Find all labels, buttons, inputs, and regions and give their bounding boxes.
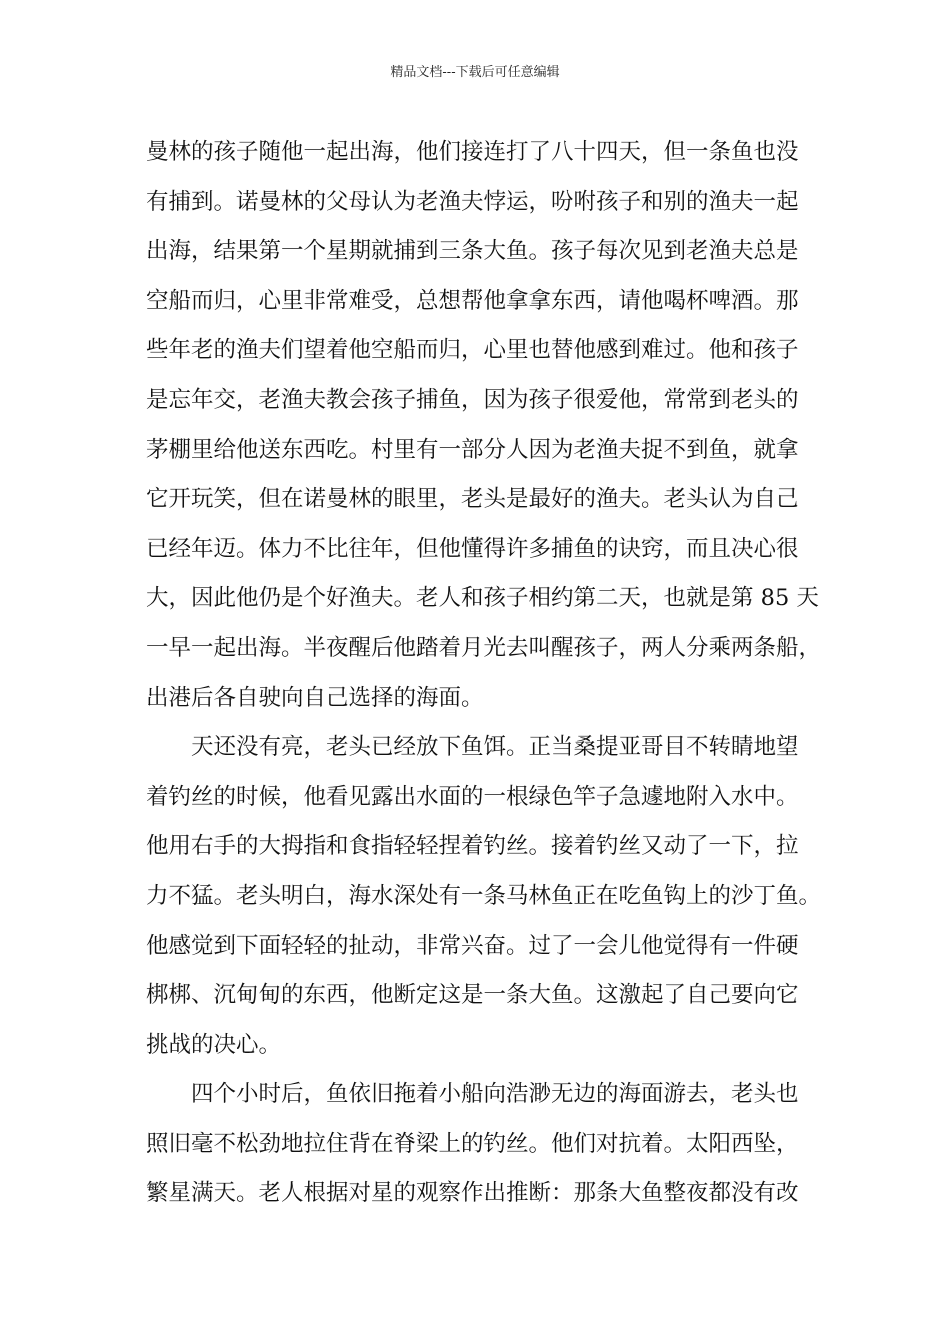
text-line: 出海，结果第一个星期就捕到三条大鱼。孩子每次见到老渔夫总是 bbox=[146, 238, 799, 265]
text-line: 它开玩笑，但在诺曼林的眼里，老头是最好的渔夫。老头认为自己 bbox=[146, 486, 799, 513]
text-line: 挑战的决心。 bbox=[146, 1031, 282, 1058]
page-header: 精品文档---下载后可任意编辑 bbox=[390, 65, 560, 80]
text-line: 已经年迈。体力不比往年，但他懂得许多捕鱼的诀窍，而且决心很 bbox=[146, 535, 799, 562]
text-line: 是忘年交，老渔夫教会孩子捕鱼，因为孩子很爱他，常常到老头的 bbox=[146, 386, 799, 413]
text-line: 些年老的渔夫们望着他空船而归，心里也替他感到难过。他和孩子 bbox=[146, 337, 799, 364]
text-line: 曼林的孩子随他一起出海，他们接连打了八十四天，但一条鱼也没 bbox=[146, 139, 799, 165]
body-text bbox=[146, 128, 822, 1219]
paragraph-3 bbox=[146, 1070, 822, 1219]
text-line-content: 四个小时后，鱼依旧拖着小船向浩渺无边的海面游去，老头也 bbox=[191, 1081, 799, 1108]
paragraph-2 bbox=[146, 723, 822, 1070]
text-line: 繁星满天。老人根据对星的观察作出推断：那条大鱼整夜都没有改 bbox=[146, 1180, 799, 1207]
text-line: 他感觉到下面轻轻的扯动，非常兴奋。过了一会儿他觉得有一件硬 bbox=[146, 932, 799, 959]
text-line: 他用右手的大拇指和食指轻轻捏着钓丝。接着钓丝又动了一下，拉 bbox=[146, 833, 799, 860]
text-line: 茅棚里给他送东西吃。村里有一部分人因为老渔夫捉不到鱼，就拿 bbox=[146, 436, 799, 463]
text-line bbox=[146, 1070, 822, 1120]
text-line: 着钓丝的时候，他看见露出水面的一根绿色竿子急遽地附入水中。 bbox=[146, 783, 799, 810]
text-line: 出港后各自驶向自己选择的海面。 bbox=[146, 684, 484, 711]
text-line: 梆梆、沉甸甸的东西，他断定这是一条大鱼。这激起了自己要向它 bbox=[146, 982, 799, 1009]
paragraph-1 bbox=[146, 128, 822, 723]
text-line: 空船而归，心里非常难受，总想帮他拿拿东西，请他喝杯啤酒。那 bbox=[146, 287, 799, 314]
text-line: 一早一起出海。半夜醒后他踏着月光去叫醒孩子，两人分乘两条船， bbox=[146, 634, 822, 661]
text-line-content: 天还没有亮，老头已经放下鱼饵。正当桑提亚哥目不转睛地望 bbox=[191, 734, 799, 761]
text-line: 照旧毫不松劲地拉住背在脊梁上的钓丝。他们对抗着。太阳西坠， bbox=[146, 1130, 799, 1157]
text-line: 力不猛。老头明白，海水深处有一条马林鱼正在吃鱼钩上的沙丁鱼。 bbox=[146, 882, 822, 909]
text-line: 有捕到。诺曼林的父母认为老渔夫悖运，吩咐孩子和别的渔夫一起 bbox=[146, 188, 799, 215]
text-line: 大，因此他仍是个好渔夫。老人和孩子相约第二天，也就是第 85 天 bbox=[146, 585, 819, 612]
text-line bbox=[146, 723, 822, 773]
